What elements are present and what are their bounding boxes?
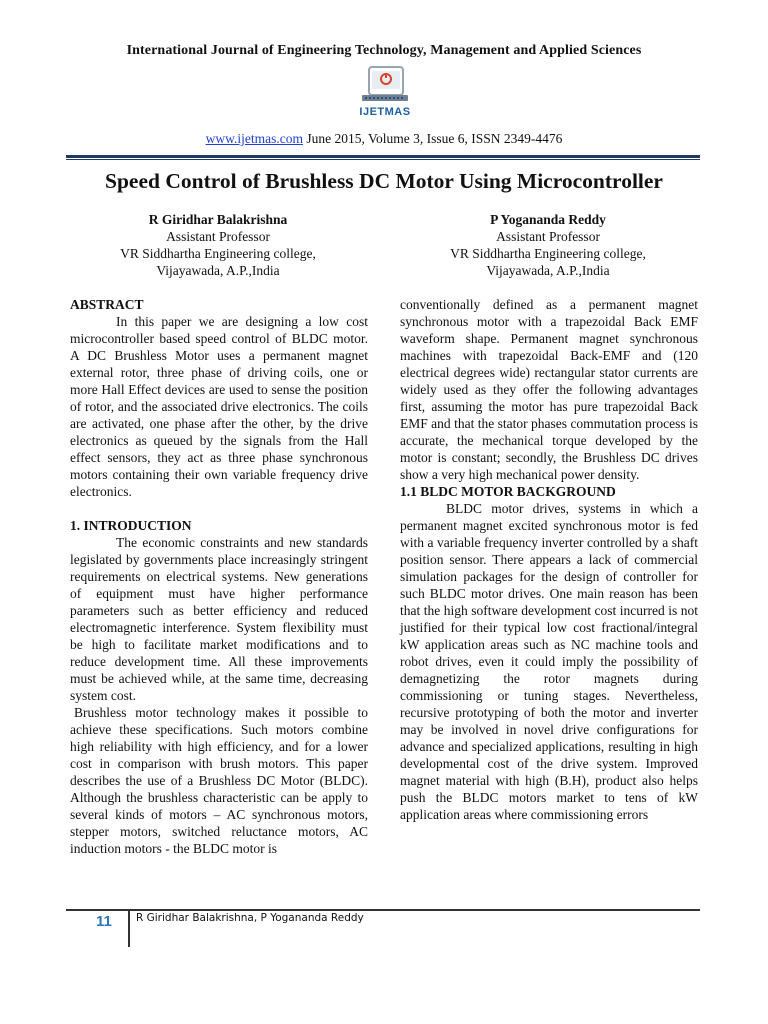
introduction-heading: 1. INTRODUCTION (70, 518, 192, 533)
paper-title: Speed Control of Brushless DC Motor Using Microcontroller (105, 169, 663, 193)
abstract-text: In this paper we are designing a low cost microcontroller based speed control of BLDC motor. A DC Brushless Motor uses a permanent magnet external rotor, three phase of driving coils, one or more Hall Effect devices are used to sense the position of rotor, and the associated drive electronics. The coils are activated, one phase after the other, by the drive electronics as queued by the signals from the Hall effect sensors, they act as three phase synchronous motors containing their own variable frequency drive electronics. (70, 314, 368, 499)
issue-line (0, 131, 768, 147)
author-institution: VR Siddhartha Engineering college, (120, 246, 316, 261)
section-text: BLDC motor drives, systems in which a permanent magnet excited synchronous motor is fed with a variable frequency inverter controlled by a shaft position sensor. There appears a lack of commercial simulation packages for the design of controller for such BLDC motor drives. One main reason has been that the high software development cost incurred is not justified for their typical low cost fractional/integral kW application areas such as NC machine tools and robot drives, even it could imply the possibility of demagnetizing the rotor magnets during commissioning or tuning stages. Nevertheless, recursive prototyping of both the motor and inverter may be involved in novel drive configurations for advance and specialized applications, resulting in high developmental cost of the drive system. Improved magnet material with high (B.H), product also helps push the BLDC motors market to tens of kW application areas where commissioning errors (400, 501, 698, 822)
author-name: R Giridhar Balakrishna (148, 212, 288, 227)
journal-logo-text: IJETMAS (359, 106, 411, 118)
footer-divider (66, 909, 700, 911)
section-heading: 1.1 BLDC MOTOR BACKGROUND (400, 484, 616, 499)
left-column (70, 296, 368, 857)
journal-website-link[interactable]: www.ijetmas.com (205, 131, 303, 146)
author-name: P Yogananda Reddy (490, 212, 606, 227)
author-location: Vijayawada, A.P.,India (486, 263, 610, 278)
author-block-2 (398, 211, 698, 279)
author-role: Assistant Professor (496, 229, 600, 244)
header-divider (66, 155, 700, 158)
page-number: 11 (96, 913, 112, 930)
continuation-text: conventionally defined as a permanent magnet synchronous motor with a trapezoidal Back EMF waveform shape. Permanent magnet synchronous machines with trapezoidal Back-EMF and (120 electrical degrees wide) rectangular stator currents are widely used as they offer the following advantages first, assuming the motor has pure trapezoidal Back EMF and that the stator phases commutation process is accurate, the mechanical torque developed by the motor is constant; secondly, the Brushless DC drives show a very high mechanical power density. (400, 297, 698, 482)
author-institution: VR Siddhartha Engineering college, (450, 246, 646, 261)
footer-authors: R Giridhar Balakrishna, P Yogananda Reddy (136, 912, 364, 924)
issue-info: June 2015, Volume 3, Issue 6, ISSN 2349-4476 (302, 131, 563, 146)
author-role: Assistant Professor (166, 229, 270, 244)
header-divider-thin (66, 159, 700, 160)
right-column (400, 296, 698, 823)
journal-title: International Journal of Engineering Technology, Management and Applied Sciences (126, 43, 642, 58)
author-block-1 (68, 211, 368, 279)
introduction-text-2: Brushless motor technology makes it possible to achieve these specifications. Such motors combine high reliability with high efficiency, and for a lower cost in comparison with brush motors. This paper describes the use of a Brushless DC Motor (BLDC). Although the brushless characteristic can be apply to several kinds of motors – AC synchronous motors, stepper motors, switched reluctance motors, AC induction motors - the BLDC motor is (70, 705, 368, 856)
introduction-text: The economic constraints and new standards legislated by governments place increasingly stringent requirements on electrical systems. New generations of equipment must have higher performance parameters such as better efficiency and reduced electromagnetic interference. System flexibility must be high to facilitate market modifications and to reduce development time. All these improvements must be achieved while, at the same time, decreasing system cost. (70, 535, 368, 703)
abstract-heading: ABSTRACT (70, 297, 144, 312)
author-location: Vijayawada, A.P.,India (156, 263, 280, 278)
footer-vertical-divider (128, 909, 130, 947)
